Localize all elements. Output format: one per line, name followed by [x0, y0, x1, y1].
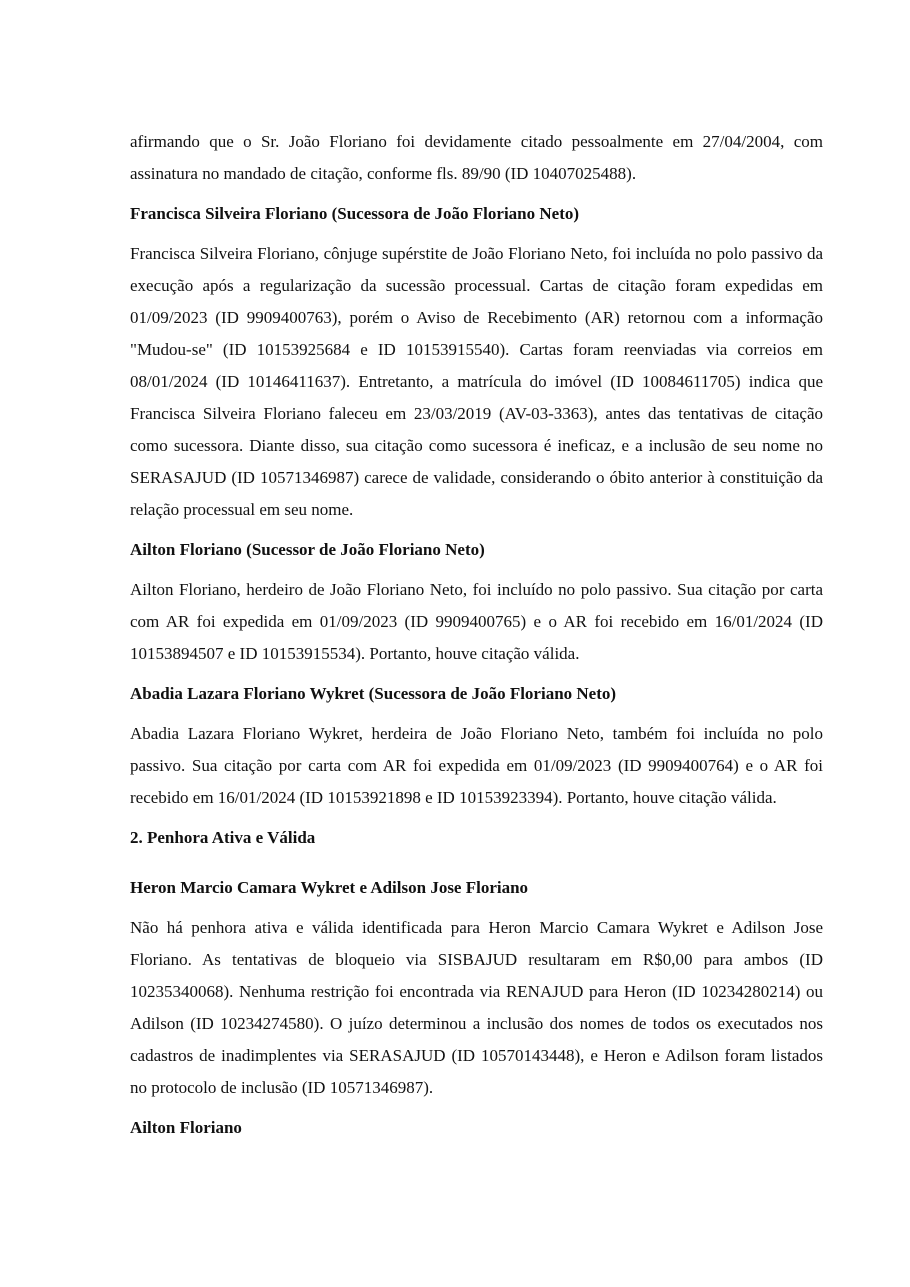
- heading-ailton-sucessor: Ailton Floriano (Sucessor de João Floriano Neto): [130, 540, 485, 559]
- paragraph-heron-adilson: Não há penhora ativa e válida identificada para Heron Marcio Camara Wykret e Adilson Jose Floriano. As tentativas de bloqueio via SISBAJUD resultaram em R$0,00 para ambos (ID 10235340068). Nenhuma restrição foi encontrada via RENAJUD para Heron (ID 10234280214) ou Adilson (ID 10234274580). O juízo determinou a inclusão dos nomes de todos os executados nos cadastros de inadimplentes via SERASAJUD (ID 10570143448), e Heron e Adilson foram listados no protocolo de inclusão (ID 10571346987).: [130, 918, 823, 1097]
- heading-ailton-floriano: Ailton Floriano: [130, 1118, 242, 1137]
- paragraph-ailton: Ailton Floriano, herdeiro de João Floriano Neto, foi incluído no polo passivo. Sua citação por carta com AR foi expedida em 01/09/2023 (ID 9909400765) e o AR foi recebido em 16/01/2024 (ID 10153894507 e ID 10153915534). Portanto, houve citação válida.: [130, 580, 823, 663]
- heading-penhora: 2. Penhora Ativa e Válida: [130, 828, 316, 847]
- paragraph-citation-joao: afirmando que o Sr. João Floriano foi devidamente citado pessoalmente em 27/04/2004, com assinatura no mandado de citação, conforme fls. 89/90 (ID 10407025488).: [130, 132, 823, 183]
- document-body: [130, 126, 823, 1144]
- heading-francisca: Francisca Silveira Floriano (Sucessora de João Floriano Neto): [130, 204, 580, 223]
- paragraph-abadia: Abadia Lazara Floriano Wykret, herdeira de João Floriano Neto, também foi incluída no polo passivo. Sua citação por carta com AR foi expedida em 01/09/2023 (ID 9909400764) e o AR foi recebido em 16/01/2024 (ID 10153921898 e ID 10153923394). Portanto, houve citação válida.: [130, 724, 823, 807]
- heading-heron-adilson: Heron Marcio Camara Wykret e Adilson Jose Floriano: [130, 878, 529, 897]
- paragraph-francisca: Francisca Silveira Floriano, cônjuge supérstite de João Floriano Neto, foi incluída no polo passivo da execução após a regularização da sucessão processual. Cartas de citação foram expedidas em 01/09/2023 (ID 9909400763), porém o Aviso de Recebimento (AR) retornou com a informação "Mudou-se" (ID 10153925684 e ID 10153915540). Cartas foram reenviadas via correios em 08/01/2024 (ID 10146411637). Entretanto, a matrícula do imóvel (ID 10084611705) indica que Francisca Silveira Floriano faleceu em 23/03/2019 (AV-03-3363), antes das tentativas de citação como sucessora. Diante disso, sua citação como sucessora é ineficaz, e a inclusão de seu nome no SERASAJUD (ID 10571346987) carece de validade, considerando o óbito anterior à constituição da relação processual em seu nome.: [130, 244, 823, 519]
- heading-abadia: Abadia Lazara Floriano Wykret (Sucessora de João Floriano Neto): [130, 684, 617, 703]
